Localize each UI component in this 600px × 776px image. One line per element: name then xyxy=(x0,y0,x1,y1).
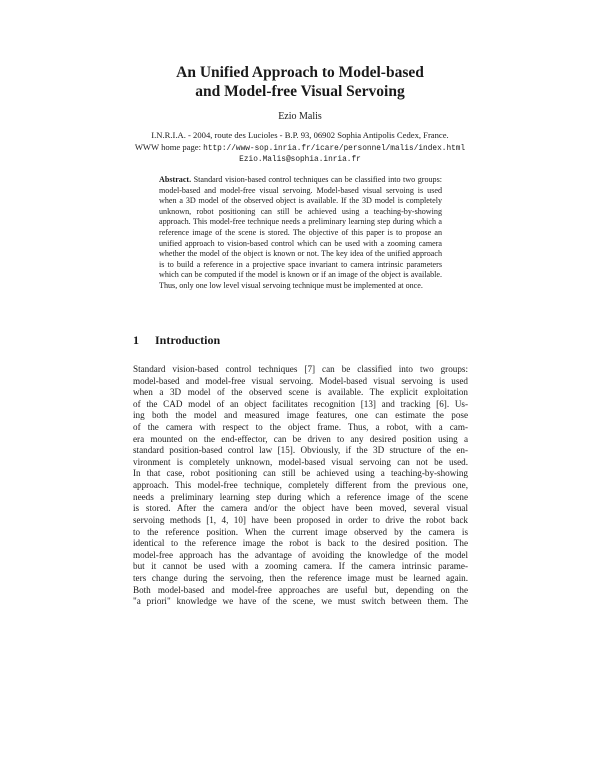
body-line: vironment is completely unknown, model-based visual servoing can not be used. xyxy=(133,456,468,467)
author-name: Ezio Malis xyxy=(278,111,322,122)
body-line: needs a preliminary learning step during which a reference image of the scene xyxy=(133,491,468,502)
body-line: ing both the model and measured image features, one can estimate the pose xyxy=(133,410,468,421)
abstract-heading: Abstract. xyxy=(159,175,192,184)
body-line: is stored. After the camera and/or the object have been moved, several visual xyxy=(133,503,468,514)
abstract xyxy=(159,175,442,292)
introduction-body xyxy=(133,364,468,608)
section-title: Introduction xyxy=(155,333,221,347)
body-line: to the reference position. When the current image observed by the camera is xyxy=(133,526,468,537)
body-line: but it cannot be used with a zooming camera. If the camera intrinsic parame- xyxy=(133,561,468,572)
body-line: Both model-based and model-free approaches are useful but, depending on the xyxy=(133,584,468,595)
body-line: when a 3D model of the observed scene is available. The explicit exploitation xyxy=(133,387,468,398)
homepage-line xyxy=(100,142,500,156)
body-line: Standard vision-based control techniques [7] can be classified into two groups: xyxy=(133,364,468,374)
body-line: era mounted on the end-effector, can be driven to any desired position using a xyxy=(133,433,468,444)
body-line: model-free approach has the advantage of avoiding the knowledge of the model xyxy=(133,549,468,560)
section-heading xyxy=(133,333,473,348)
homepage-label: WWW home page: xyxy=(134,141,204,152)
body-line: identical to the reference image the robot is back to the desired position. The xyxy=(133,538,468,549)
body-line: approach. This model-free technique, completely different from the previous one, xyxy=(133,480,468,491)
affiliation-block xyxy=(100,130,500,167)
affiliation-address: I.N.R.I.A. - 2004, route des Lucioles - B.P. 93, 06902 Sophia Antipolis Cedex, France. xyxy=(151,130,449,140)
body-line: servoing methods [1, 4, 10] have been proposed in order to drive the robot back xyxy=(133,514,468,525)
body-line: "a priori" knowledge we have of the scene, we must switch between them. The xyxy=(133,596,468,607)
body-line: model-based and model-free visual servoing. Model-based visual servoing is used xyxy=(133,375,468,386)
title-line-2: and Model-free Visual Servoing xyxy=(195,83,405,100)
abstract-text: Standard vision-based control techniques can be classified into two groups: model-based and model-free visual servoing. Model-based visual servoing is used when a 3D model of the observed object is available. If the 3D model is completely unknown, robot positioning can still be achieved using a teaching-by-showing approach. This model-free technique needs a preliminary learning step during which a reference image of the scene is stored. The objective of this paper is to propose an unified approach to vision-based control which can be used with a zooming camera whether the model of the object is known or not. The key idea of the unified approach is to build a reference in a projective space invariant to camera intrinsic parameters which can be computed if the model is known or if an image of the object is available. Thus, only one low level visual servoing technique must be implemented at once. xyxy=(159,175,442,290)
body-line: of the camera with respect to the object frame. Thus, a robot, with a cam- xyxy=(133,422,468,433)
title-line-1: An Unified Approach to Model-based xyxy=(176,64,424,81)
paper-title xyxy=(100,63,500,101)
body-line: In that case, robot positioning can still be achieved using a teaching-by-showing xyxy=(133,468,468,479)
body-line: of the CAD model of an object facilitates recognition [13] and tracking [6]. Us- xyxy=(133,398,468,409)
section-number: 1 xyxy=(133,333,139,347)
body-line: ters change during the servoing, then the reference image must be learned again. xyxy=(133,572,468,583)
homepage-link[interactable]: http://www-sop.inria.fr/icare/personnel/malis/index.html xyxy=(203,144,466,153)
body-line: standard position-based control law [15]. Obviously, if the 3D structure of the en- xyxy=(133,445,468,456)
author-email[interactable]: Ezio.Malis@sophia.inria.fr xyxy=(239,156,361,164)
